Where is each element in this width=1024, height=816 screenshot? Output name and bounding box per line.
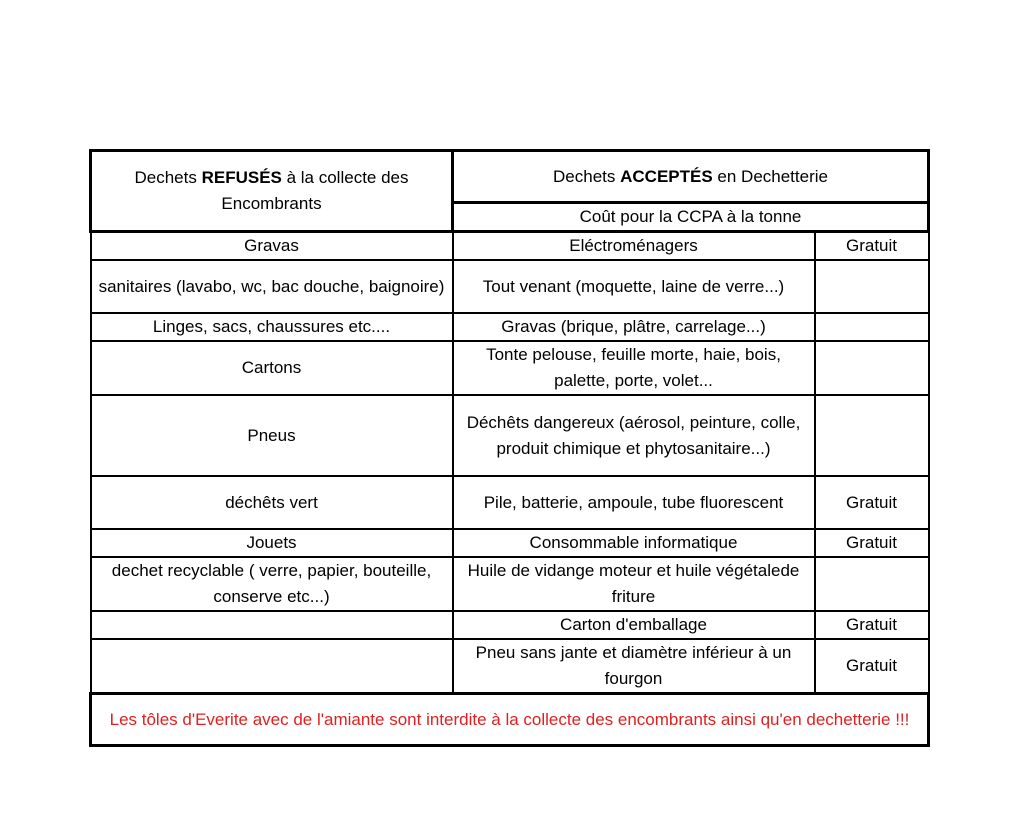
refused-cell: sanitaires (lavabo, wc, bac douche, baignoire) <box>91 260 453 313</box>
table-row <box>91 395 929 476</box>
refused-cell: Cartons <box>91 341 453 395</box>
asbestos-warning: Les tôles d'Everite avec de l'amiante sont interdite à la collecte des encombrants ainsi qu'en dechetterie !!! <box>91 694 929 746</box>
refused-cell <box>91 639 453 694</box>
refused-cell: Pneus <box>91 395 453 476</box>
accepted-header: Dechets ACCEPTÉS en Dechetterie <box>453 151 929 203</box>
cost-header: Coût pour la CCPA à la tonne <box>453 203 929 232</box>
cost-cell: Gratuit <box>815 476 929 529</box>
cost-cell: Gratuit <box>815 639 929 694</box>
refused-cell: dechet recyclable ( verre, papier, bouteille, conserve etc...) <box>91 557 453 611</box>
accepted-cell: Tout venant (moquette, laine de verre...) <box>453 260 815 313</box>
accepted-cell: Consommable informatique <box>453 529 815 557</box>
accepted-cell: Tonte pelouse, feuille morte, haie, bois, palette, porte, volet... <box>453 341 815 395</box>
table-row <box>91 232 929 261</box>
table-row <box>91 611 929 639</box>
accepted-cell: Gravas (brique, plâtre, carrelage...) <box>453 313 815 341</box>
accepted-cell: Eléctroménagers <box>453 232 815 261</box>
refused-cell: Linges, sacs, chaussures etc.... <box>91 313 453 341</box>
refused-cell: déchêts vert <box>91 476 453 529</box>
refused-cell: Jouets <box>91 529 453 557</box>
accepted-cell: Carton d'emballage <box>453 611 815 639</box>
waste-table <box>89 149 930 747</box>
cost-cell: Gratuit <box>815 232 929 261</box>
cost-cell <box>815 341 929 395</box>
refused-keyword: REFUSÉS <box>201 168 282 187</box>
refused-cell <box>91 611 453 639</box>
table-row <box>91 313 929 341</box>
accepted-keyword: ACCEPTÉS <box>620 166 713 186</box>
accepted-cell: Déchêts dangereux (aérosol, peinture, colle, produit chimique et phytosanitaire...) <box>453 395 815 476</box>
accepted-cell: Pneu sans jante et diamètre inférieur à un fourgon <box>453 639 815 694</box>
cost-cell <box>815 313 929 341</box>
cost-cell: Gratuit <box>815 611 929 639</box>
table-row <box>91 341 929 395</box>
accepted-cell: Huile de vidange moteur et huile végétalede friture <box>453 557 815 611</box>
refused-header: Dechets REFUSÉS à la collecte des Encombrants <box>91 151 453 232</box>
table-row <box>91 529 929 557</box>
cost-cell <box>815 395 929 476</box>
cost-cell <box>815 557 929 611</box>
cost-cell: Gratuit <box>815 529 929 557</box>
table-row <box>91 476 929 529</box>
table-row <box>91 557 929 611</box>
accepted-cell: Pile, batterie, ampoule, tube fluorescent <box>453 476 815 529</box>
table-row <box>91 260 929 313</box>
table-row <box>91 639 929 694</box>
refused-cell: Gravas <box>91 232 453 261</box>
cost-cell <box>815 260 929 313</box>
